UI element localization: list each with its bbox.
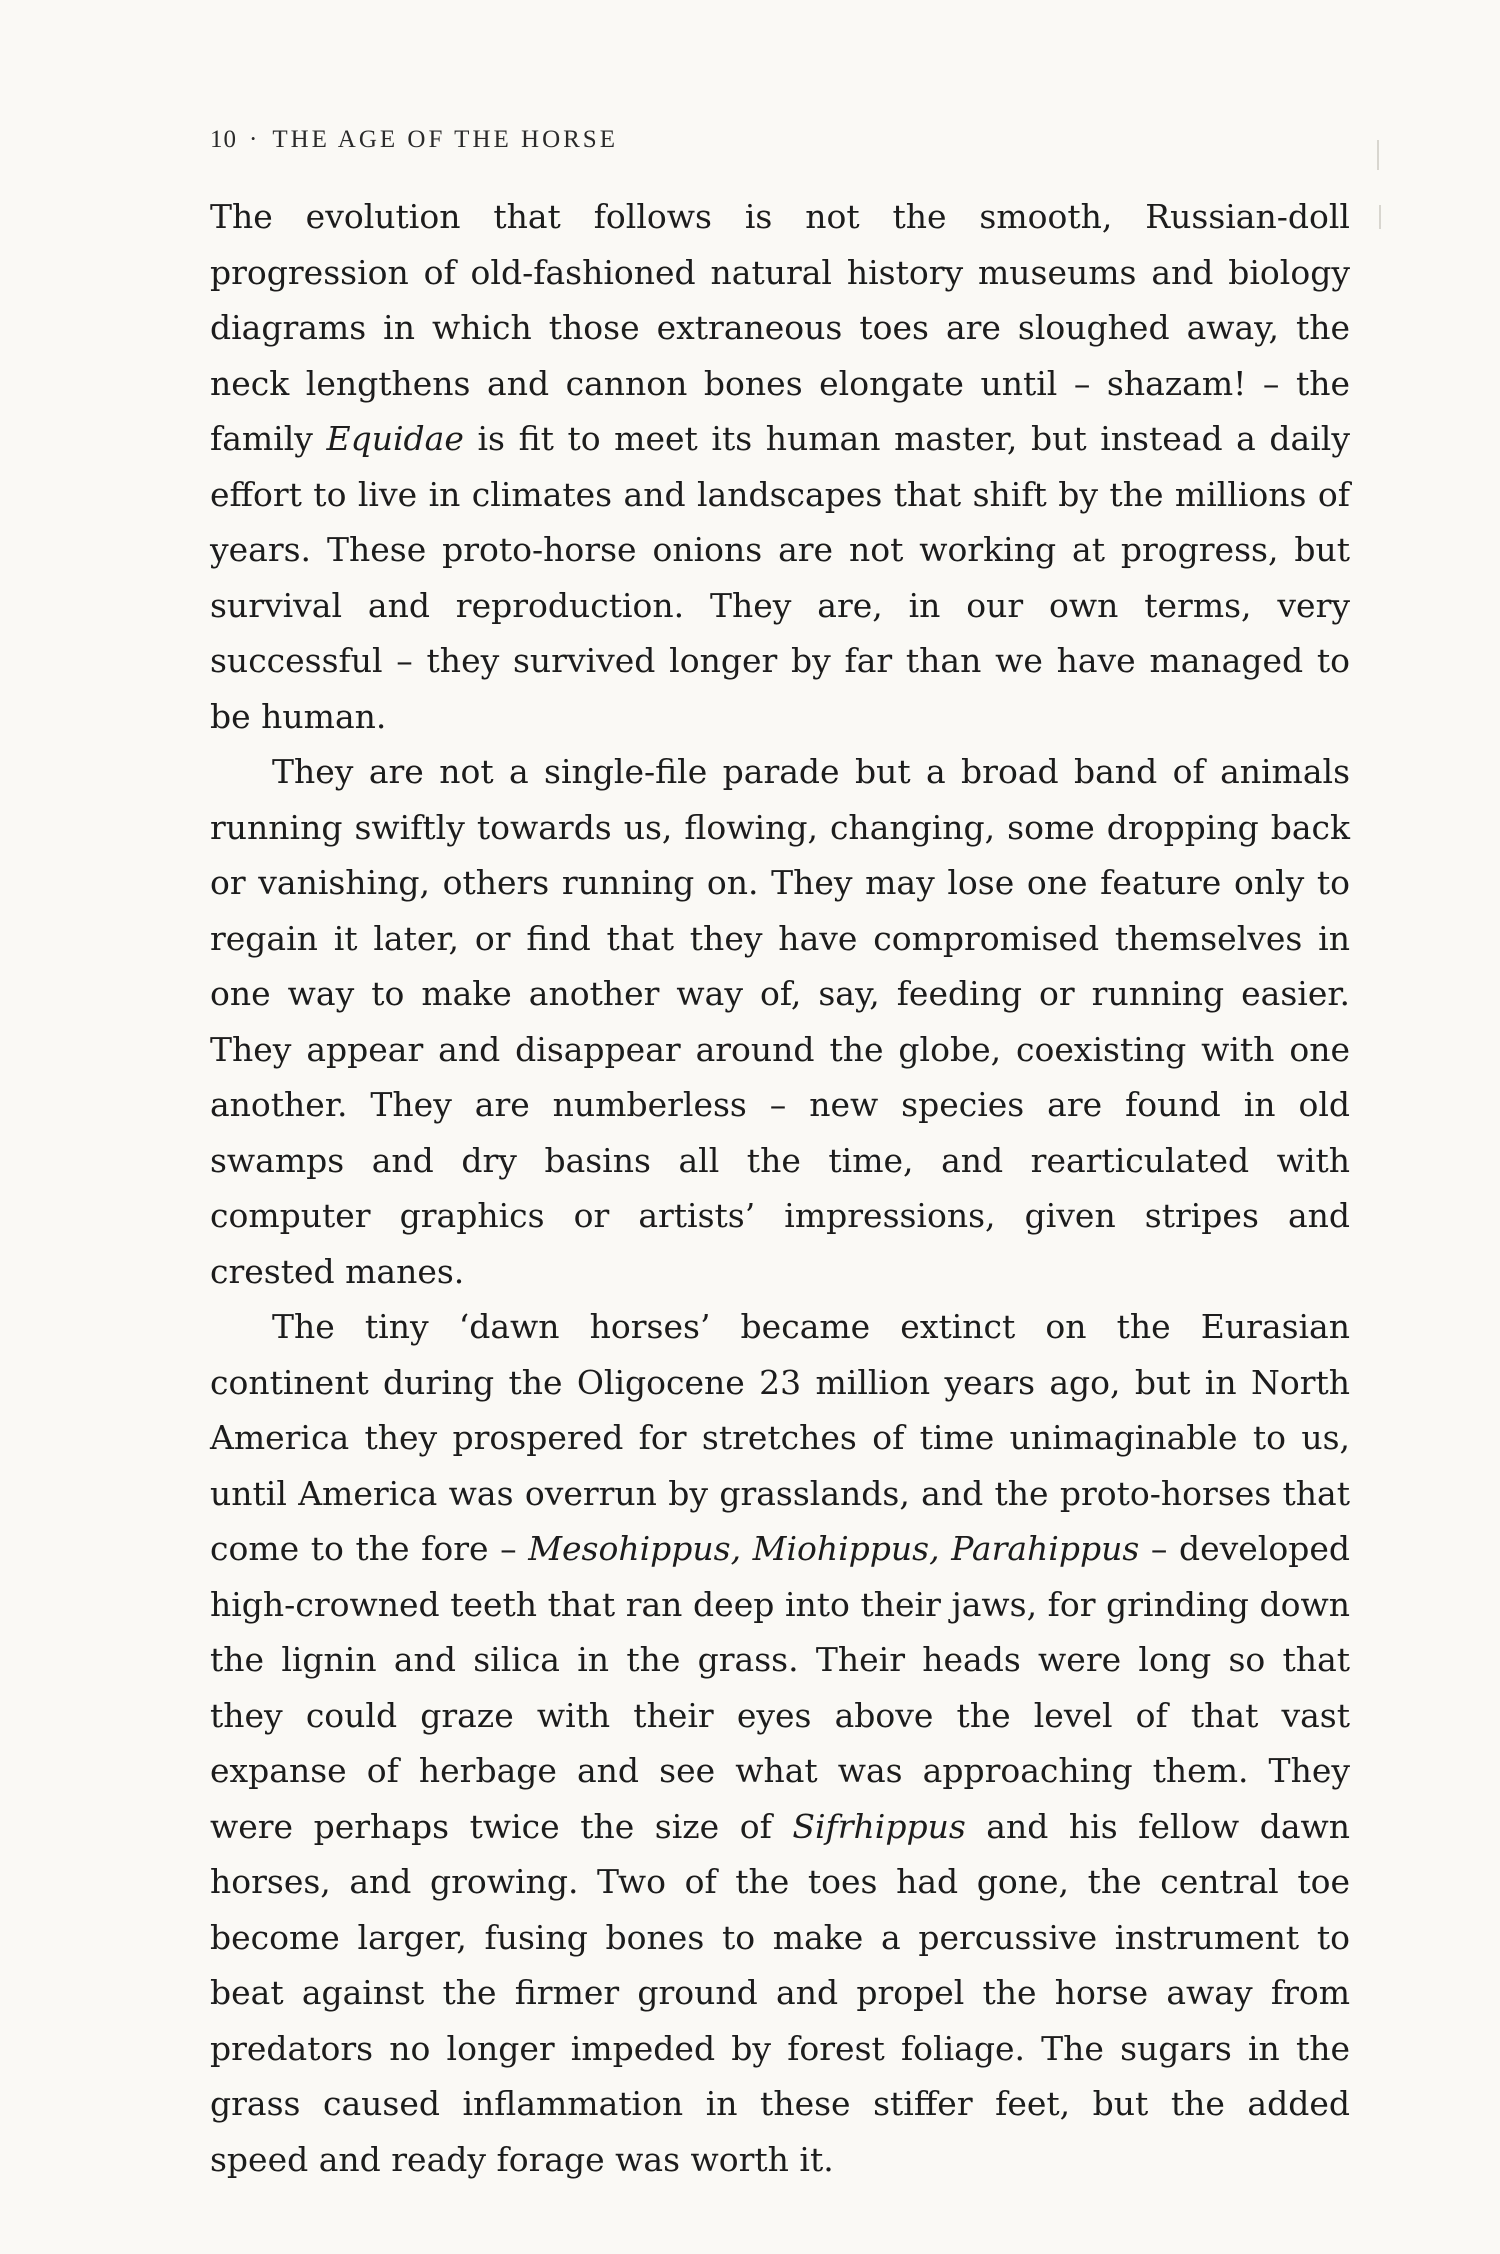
paragraph-3: The tiny ‘dawn horses’ became extinct on the Eurasian continent during the Oligocene 23 million years ago, but in North America they prospered for stretches of time unimaginable to us, until America was overrun by grasslands, and the proto-horses that come to the fore – Mesohippus, Miohippus, Parahippus – developed high-crowned teeth that ran deep into their jaws, for grinding down the lignin and silica in the grass. Their heads were long so that they could graze with their eyes above the level of that vast expanse of herbage and see what was approaching them. They were perhaps twice the size of Sifrhippus and his fellow dawn horses, and growing. Two of the toes had gone, the central toe become larger, fusing bones to make a percussive instrument to beat against the firmer ground and propel the horse away from predators no longer impeded by forest foliage. The sugars in the grass caused inflammation in these stiffer feet, but the added speed and ready forage was worth it. (210, 1307, 1350, 2179)
scan-edge-mark (1377, 140, 1379, 170)
paragraph-2: They are not a single-file parade but a broad band of animals running swiftly towards us, flowing, changing, some dropping back or vanishing, others running on. They may lose one feature only to regain it later, or find that they have compromised themselves in one way to make another way of, say, feeding or running easier. They appear and disappear around the globe, coexisting with one another. They are numberless – new species are found in old swamps and dry basins all the time, and rearticulated with computer graphics or artists’ impressions, given stripes and crested manes. (210, 752, 1350, 1291)
page-number: 10 (210, 126, 237, 153)
taxon-sifrhippus: Sifrhippus (792, 1806, 966, 1846)
paragraph-1: The evolution that follows is not the smooth, Russian-doll progression of old-fashioned natural history museums and biology diagrams in which those extraneous toes are sloughed away, the neck lengthens and cannon bones elongate until – shazam! – the family Equidae is fit to meet its human master, but instead a daily effort to live in climates and landscapes that shift by the millions of years. These proto-horse onions are not working at progress, but survival and reproduction. They are, in our own terms, very successful – they survived longer by far than we have managed to be human. (210, 197, 1350, 736)
body-text (210, 189, 1350, 2187)
scan-edge-mark (1379, 205, 1381, 229)
taxon-equidae: Equidae (326, 419, 464, 458)
book-title: THE AGE OF THE HORSE (272, 126, 618, 153)
book-page (210, 0, 1350, 2254)
running-head (210, 126, 618, 154)
running-head-separator: · (249, 126, 261, 153)
taxon-list: Mesohippus, Miohippus, Parahippus (528, 1529, 1140, 1568)
